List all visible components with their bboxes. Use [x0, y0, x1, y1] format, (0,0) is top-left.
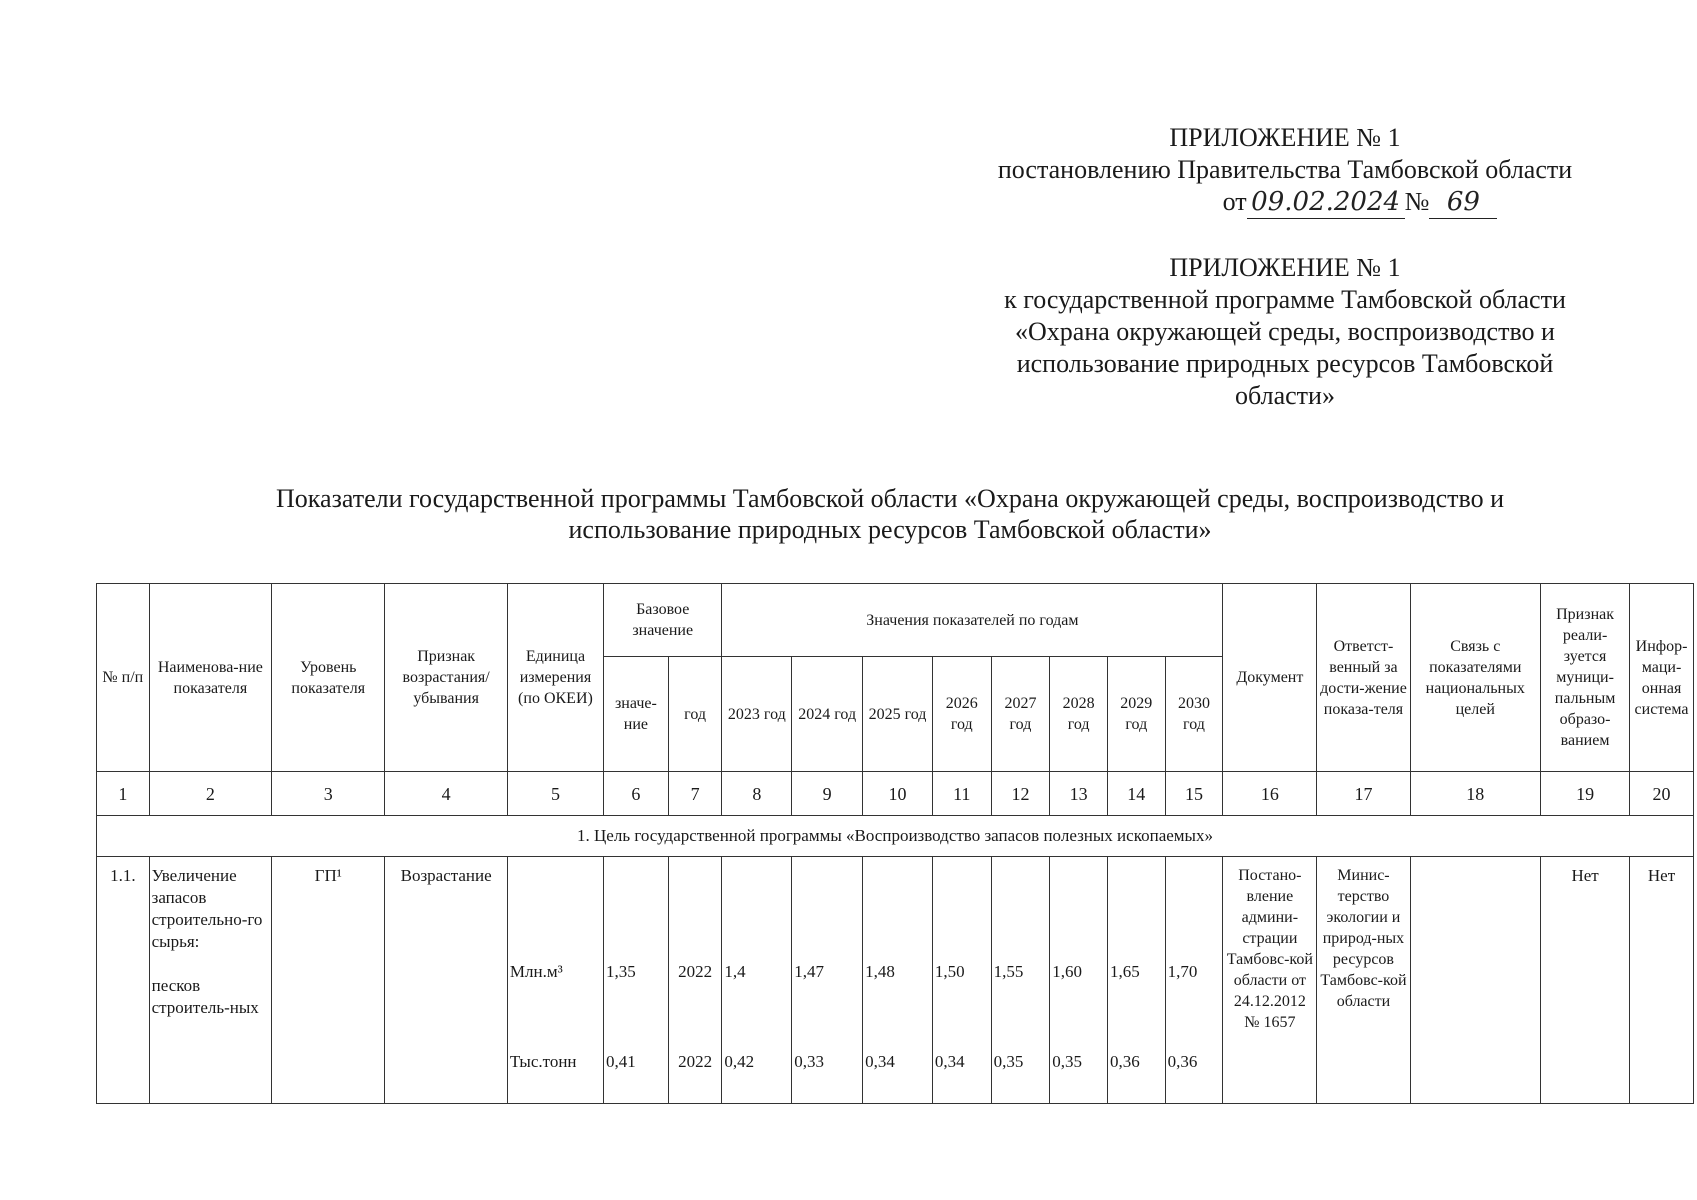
year-value: 1,47: [794, 962, 824, 981]
base-value: 0,41: [606, 1052, 636, 1071]
row-year-2027: [991, 857, 1050, 1104]
column-number: 14: [1107, 772, 1165, 816]
year-value: 0,42: [724, 1052, 755, 1071]
row-year-2024: [792, 857, 863, 1104]
column-number: 1: [97, 772, 150, 816]
year-value: 1,55: [993, 962, 1024, 981]
header-unit: Единица измерения (по ОКЕИ): [507, 584, 603, 772]
row-name-sub: песков строитель-ных: [151, 976, 259, 1017]
header-document: Документ: [1223, 584, 1317, 772]
document-title-line: Показатели государственной программы Тамбовской области «Охрана окружающей среды, воспроизводство и: [276, 484, 1504, 513]
column-number: 9: [792, 772, 863, 816]
unit-value: Млн.м³: [509, 962, 563, 981]
column-number: 15: [1165, 772, 1223, 816]
row-responsible: Минис-терство экологии и природ-ных ресурсов Тамбовс-кой области: [1317, 857, 1410, 1104]
year-value: 1,50: [934, 962, 965, 981]
row-year-2023: [722, 857, 792, 1104]
row-year-2026: [932, 857, 991, 1104]
column-number: 13: [1050, 772, 1108, 816]
header-year: 2023 год: [722, 657, 792, 772]
row-info-system: Нет: [1630, 857, 1694, 1104]
row-name: [149, 857, 271, 1104]
appendix-line: «Охрана окружающей среды, воспроизводство и: [1015, 317, 1555, 346]
header-link: Связь с показателями национальных целей: [1410, 584, 1541, 772]
appendix-date-line: [960, 186, 1610, 219]
row-year-2030: [1165, 857, 1223, 1104]
column-number: 12: [991, 772, 1050, 816]
indicators-table: [96, 583, 1694, 1104]
appendix-header-program: [960, 252, 1610, 412]
base-year: 2022: [678, 1052, 713, 1071]
year-value: 0,35: [993, 1052, 1024, 1071]
document-title-line: использование природных ресурсов Тамбовской области»: [568, 515, 1212, 544]
row-trend: Возрастание: [385, 857, 507, 1104]
column-numbers-row: [97, 772, 1694, 816]
column-number: 8: [722, 772, 792, 816]
appendix-header-resolution: [960, 122, 1610, 219]
header-year: 2024 год: [792, 657, 863, 772]
header-trend: Признак возрастания/ убывания: [385, 584, 507, 772]
column-number: 7: [668, 772, 722, 816]
column-number: 17: [1317, 772, 1410, 816]
header-year: 2030 год: [1165, 657, 1223, 772]
column-number: 2: [149, 772, 271, 816]
column-number: 19: [1541, 772, 1630, 816]
header-level: Уровень показателя: [272, 584, 385, 772]
header-year: 2028 год: [1050, 657, 1108, 772]
date-prefix: от: [1222, 187, 1247, 216]
base-year: 2022: [678, 962, 713, 981]
year-value: 1,70: [1167, 962, 1198, 981]
column-number: 10: [863, 772, 933, 816]
appendix-line: использование природных ресурсов Тамбовской: [1016, 349, 1554, 378]
column-number: 11: [932, 772, 991, 816]
table-row: [97, 857, 1694, 1104]
year-value: 0,34: [934, 1052, 965, 1071]
column-number: 16: [1223, 772, 1317, 816]
header-num: № п/п: [97, 584, 150, 772]
number-sign: №: [1404, 187, 1430, 216]
header-base-value: значе-ние: [604, 657, 669, 772]
row-link: [1410, 857, 1541, 1104]
column-number: 18: [1410, 772, 1541, 816]
year-value: 0,35: [1052, 1052, 1083, 1071]
row-base-values: [604, 857, 669, 1104]
header-values-by-year: Значения показателей по годам: [722, 584, 1223, 657]
column-number: 20: [1630, 772, 1694, 816]
header-base-year: год: [668, 657, 722, 772]
year-value: 1,60: [1052, 962, 1083, 981]
header-year: 2026 год: [932, 657, 991, 772]
row-name-main: Увеличение запасов строительно-го сырья:: [151, 866, 263, 951]
appendix-line: области»: [1235, 381, 1335, 410]
row-municipal: Нет: [1541, 857, 1630, 1104]
handwritten-date: 09.02.2024: [1247, 186, 1405, 219]
header-year: 2027 год: [991, 657, 1050, 772]
row-num: 1.1.: [97, 857, 150, 1104]
row-level: ГП¹: [272, 857, 385, 1104]
header-base: Базовое значение: [604, 584, 722, 657]
unit-value: Тыс.тонн: [509, 1052, 577, 1071]
column-number: 4: [385, 772, 507, 816]
header-year: 2025 год: [863, 657, 933, 772]
header-responsible: Ответст-венный за дости-жение показа-теля: [1317, 584, 1410, 772]
year-value: 0,36: [1167, 1052, 1198, 1071]
appendix-line: к государственной программе Тамбовской области: [1004, 285, 1566, 314]
appendix-title: ПРИЛОЖЕНИЕ № 1: [1169, 253, 1401, 282]
base-value: 1,35: [606, 962, 636, 981]
column-number: 6: [604, 772, 669, 816]
header-info-system: Инфор-маци-онная система: [1630, 584, 1694, 772]
header-year: 2029 год: [1107, 657, 1165, 772]
appendix-title: ПРИЛОЖЕНИЕ № 1: [1169, 123, 1401, 152]
row-year-2028: [1050, 857, 1108, 1104]
year-value: 1,65: [1109, 962, 1140, 981]
header-name: Наименова-ние показателя: [149, 584, 271, 772]
handwritten-number: 69: [1429, 186, 1497, 219]
row-year-2025: [863, 857, 933, 1104]
column-number: 3: [272, 772, 385, 816]
row-year-2029: [1107, 857, 1165, 1104]
header-municipal: Признак реали-зуется муници-пальным образо-ванием: [1541, 584, 1630, 772]
year-value: 0,34: [865, 1052, 895, 1071]
row-units: [507, 857, 603, 1104]
row-document: Постано-вление админи-страции Тамбовс-кой области от 24.12.2012 № 1657: [1223, 857, 1317, 1104]
year-value: 1,48: [865, 962, 895, 981]
year-value: 0,36: [1109, 1052, 1140, 1071]
goal-row: 1. Цель государственной программы «Воспроизводство запасов полезных ископаемых»: [97, 816, 1694, 857]
row-base-years: [668, 857, 722, 1104]
column-number: 5: [507, 772, 603, 816]
year-value: 0,33: [794, 1052, 824, 1071]
year-value: 1,4: [724, 962, 746, 981]
appendix-subtitle: постановлению Правительства Тамбовской области: [997, 155, 1573, 184]
document-title: [140, 483, 1640, 545]
